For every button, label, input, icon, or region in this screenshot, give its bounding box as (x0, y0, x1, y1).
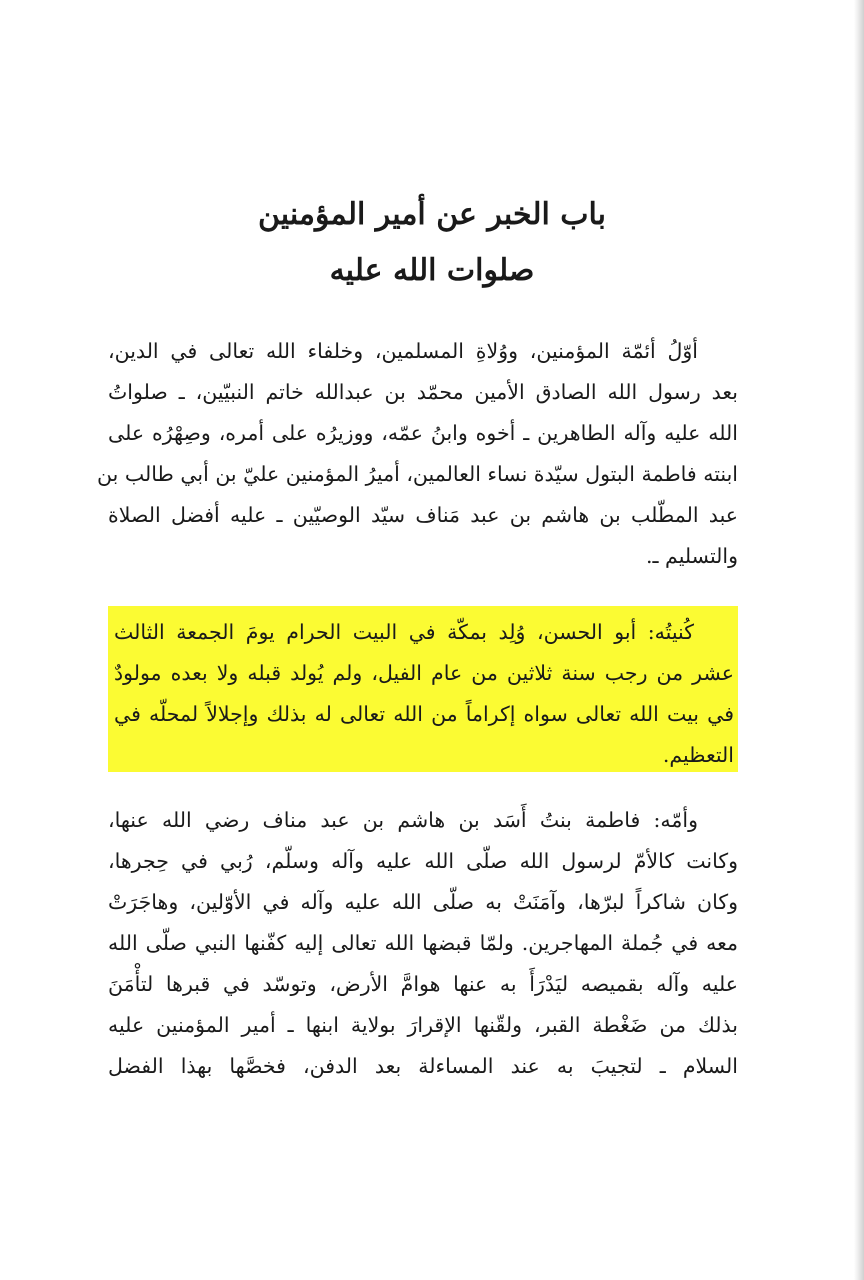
text-line: عبد المطّلب بن هاشم بن عبد مَناف سيّد الوصيّين ـ عليه أفضل الصلاة (108, 503, 738, 527)
text-line: السلام ـ لتجيبَ به عند المساءلة بعد الدفن، فخصَّها بهذا الفضل (108, 1054, 738, 1078)
paragraph-lineage (97, 331, 738, 577)
text-line: وأمّه: فاطمة بنتُ أَسَد بن هاشم بن عبد مناف رضي الله عنها، (108, 808, 698, 832)
text-line: وكانت كالأمّ لرسول الله صلّى الله عليه وآله وسلّم، رُبي في حِجرها، (108, 849, 738, 873)
text-line: بعد رسول الله الصادق الأمين محمّد بن عبدالله خاتم النبيّين، ـ صلواتُ (108, 380, 738, 404)
chapter-title: باب الخبر عن أمير المؤمنين (257, 197, 607, 232)
chapter-subtitle: صلوات الله عليه (329, 253, 535, 288)
text-line: في بيت الله تعالى سواه إكراماً من الله تعالى له بذلك وإجلالاً لمحلّه في (114, 702, 734, 726)
page-edge-shadow (854, 0, 864, 1280)
text-line: الله عليه وآله الطاهرين ـ أخوه وابنُ عمّه، ووزيرُه على أمره، وصِهْرُه على (108, 421, 738, 445)
text-line: ابنته فاطمة البتول سيّدة نساء العالمين، أميرُ المؤمنين عليّ بن أبي طالب بن (97, 462, 738, 486)
text-line: كُنيتُه: أبو الحسن، وُلِد بمكّة في البيت الحرام يومَ الجمعة الثالث (114, 620, 694, 644)
text-line: والتسليم ـ. (646, 544, 738, 568)
text-line: أوّلُ أئمّة المؤمنين، ووُلاةِ المسلمين، وخلفاء الله تعالى في الدين، (108, 339, 698, 363)
text-line: عشر من رجب سنة ثلاثين من عام الفيل، ولم يُولد قبله ولا بعده مولودٌ (114, 661, 734, 685)
paragraph-kunya-highlighted (114, 612, 734, 776)
text-line: بذلك من ضَغْطة القبر، ولقّنها الإقرارَ بولاية ابنها ـ أمير المؤمنين عليه (108, 1013, 738, 1037)
text-line: وكان شاكراً لبرّها، وآمَنَتْ به صلّى الله عليه وآله في الأوّلين، وهاجَرَتْ (108, 890, 738, 914)
text-line: عليه وآله بقميصه ليَدْرَأَ به عنها هوامَّ الأرض، وتوسّد في قبرها لتأْمَنَ (108, 972, 738, 996)
text-line: معه في جُملة المهاجرين. ولمّا قبضها الله تعالى إليه كفّنها النبي صلّى الله (108, 931, 738, 955)
text-line: التعظيم. (662, 743, 734, 767)
paragraph-mother (108, 800, 738, 1087)
